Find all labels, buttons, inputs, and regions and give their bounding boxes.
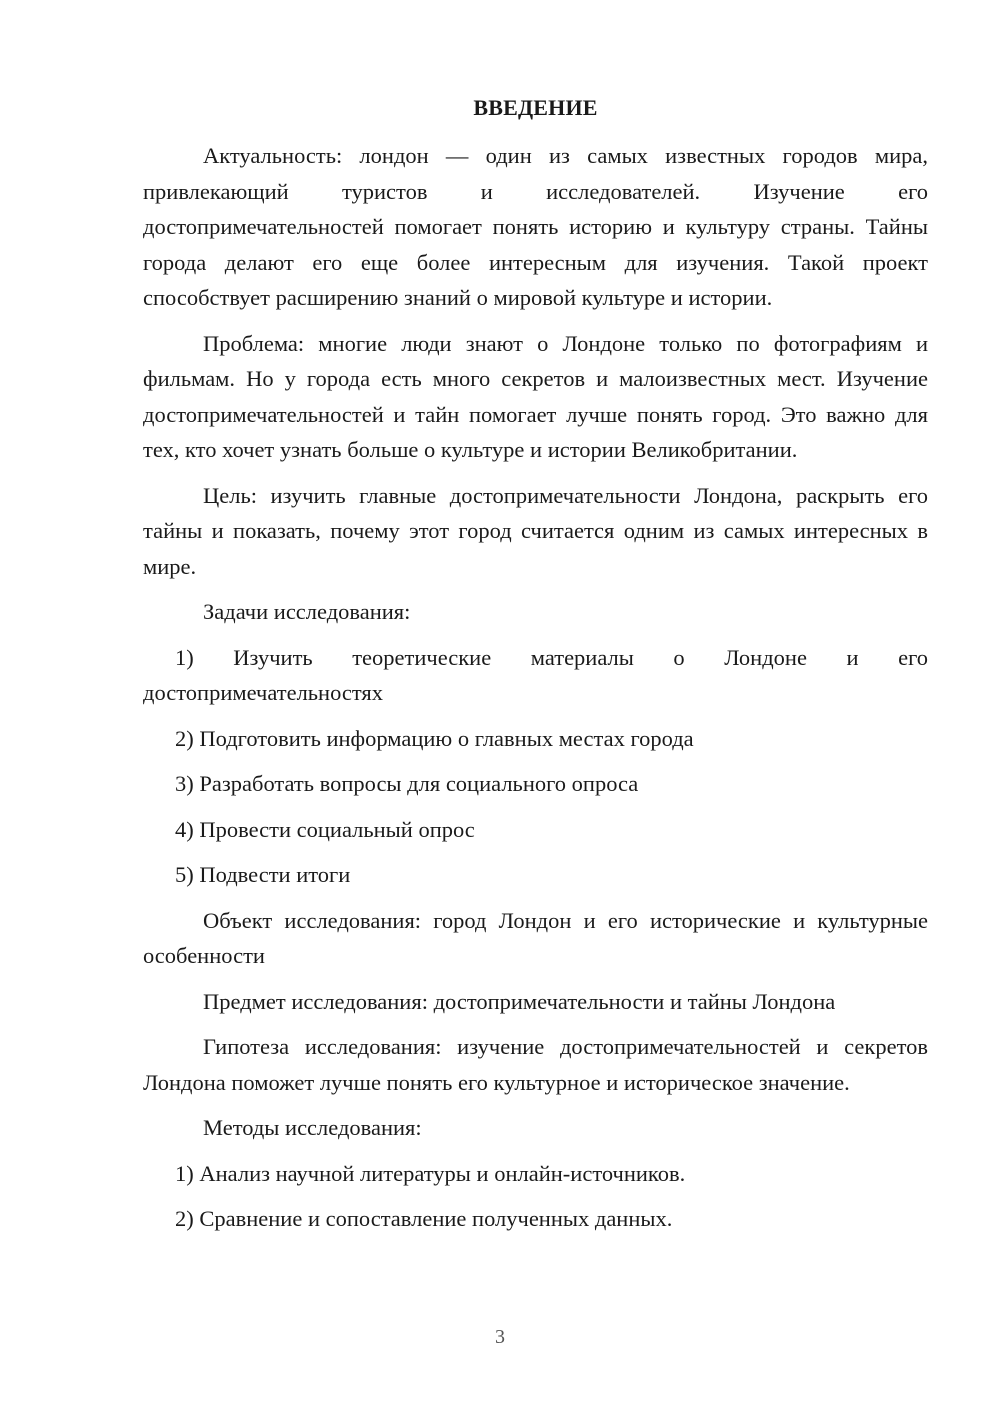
object-paragraph: Объект исследования: город Лондон и его исторические и культурные особенности	[143, 907, 928, 968]
method-item: 1) Анализ научной литературы и онлайн-источников.	[175, 1160, 686, 1186]
relevance-paragraph: Актуальность: лондон — один из самых известных городов мира, привлекающий туристов и исследователей. Изучение его достопримечательностей помогает понять историю и культуру страны. Тайны города делают его еще более интересным для изучения. Такой проект способствует расширению знаний о мировой культуре и истории.	[143, 143, 928, 310]
hypothesis-paragraph: Гипотеза исследования: изучение достопримечательностей и секретов Лондона поможет лучше понять его культурное и историческое значение.	[143, 1034, 928, 1095]
document-page	[143, 92, 928, 1247]
method-item: 2) Сравнение и сопоставление полученных данных.	[175, 1206, 673, 1231]
tasks-heading: Задачи исследования:	[203, 599, 411, 624]
goal-paragraph: Цель: изучить главные достопримечательности Лондона, раскрыть его тайны и показать, почему этот город считается одним из самых интересных в мире.	[143, 482, 928, 579]
task-item: 1) Изучить теоретические материалы о Лондоне и его достопримечательностях	[143, 644, 928, 705]
subject-paragraph: Предмет исследования: достопримечательности и тайны Лондона	[203, 988, 836, 1014]
section-title: ВВЕДЕНИЕ	[473, 95, 598, 120]
task-item: 3) Разработать вопросы для социального опроса	[175, 771, 639, 796]
task-item: 4) Провести социальный опрос	[175, 816, 475, 842]
problem-paragraph: Проблема: многие люди знают о Лондоне только по фотографиям и фильмам. Но у города есть много секретов и малоизвестных мест. Изучение достопримечательностей и тайн помогает лучше понять город. Это важно для тех, кто хочет узнать больше о культуре и истории Великобритании.	[143, 330, 928, 462]
methods-heading: Методы исследования:	[203, 1115, 422, 1140]
task-item: 2) Подготовить информацию о главных местах города	[175, 725, 694, 751]
task-item: 5) Подвести итоги	[175, 862, 351, 887]
page-number: 3	[495, 1326, 505, 1348]
